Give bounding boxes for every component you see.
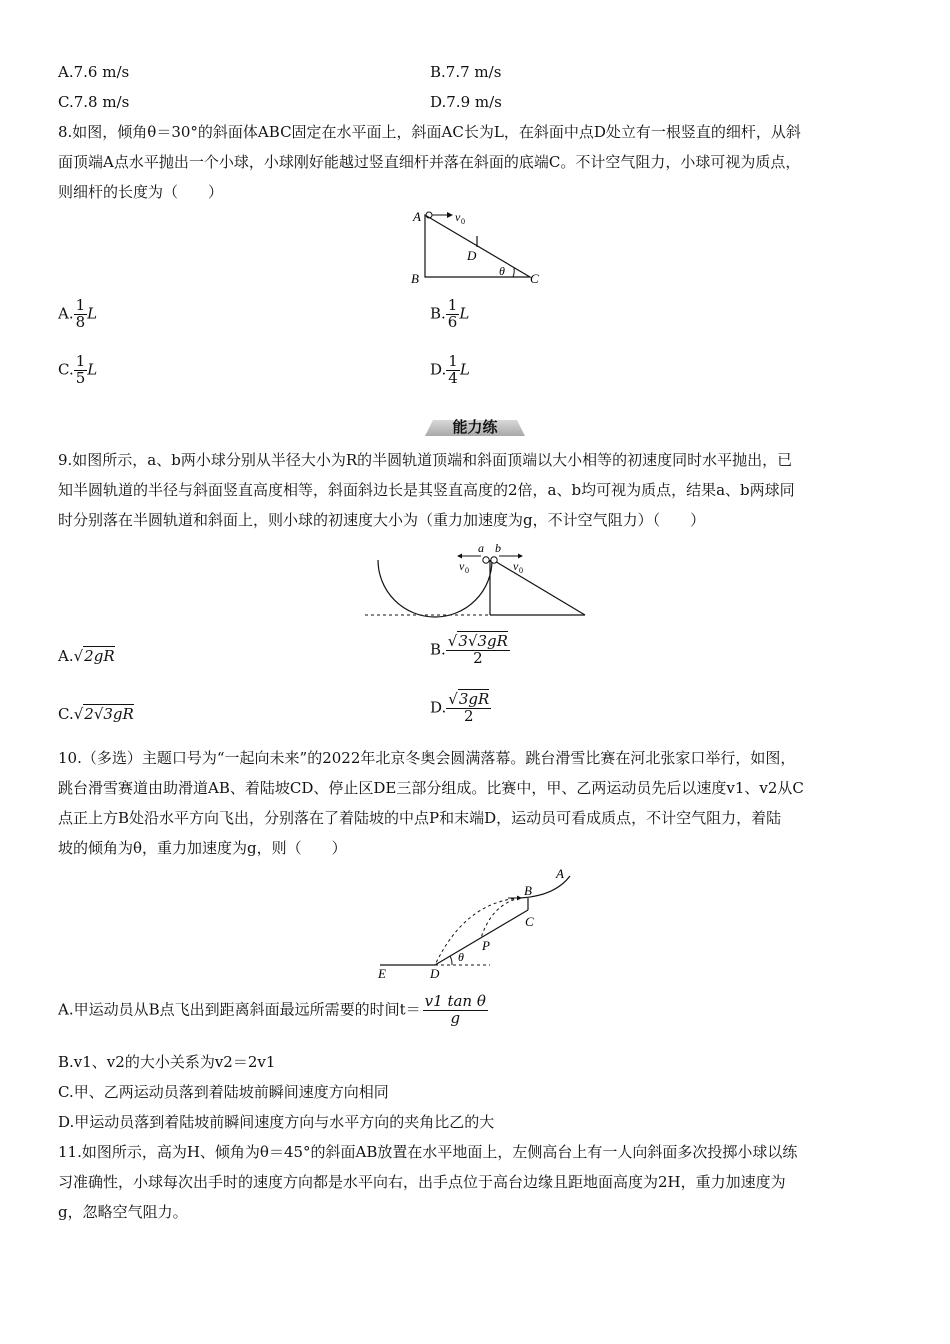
q9-label-b: b (495, 541, 501, 555)
q10-option-c: C.甲、乙两运动员落到着陆坡前瞬间速度方向相同 (58, 1083, 389, 1101)
q8-option-b-prefix: B. (430, 304, 446, 323)
q8-angle-arc (513, 268, 514, 277)
q9-option-d-den: 2 (464, 706, 474, 725)
q9-option-a-radicand: 2gR (84, 647, 115, 665)
q10-option-a-fraction (423, 994, 488, 1027)
q8-option-d-prefix: D. (430, 360, 447, 379)
q8-label-d: D (467, 248, 477, 263)
q8-stem-line3: 则细杆的长度为（ ） (58, 183, 224, 201)
q8-option-c-fraction (74, 354, 88, 387)
q10-label-p: P (482, 938, 490, 953)
q10-label-b: B (524, 883, 532, 898)
q8-option-c-den: 5 (75, 368, 86, 387)
q8-option-a-num: 1 (75, 296, 86, 314)
q10-stem-line1: 10.（多选）主题口号为“一起向未来”的2022年北京冬奥会圆满落幕。跳台滑雪比赛在河北张家口举行，如图， (58, 749, 796, 767)
section-title: 能力练 (452, 418, 498, 436)
sqrt-icon: √ (448, 690, 458, 708)
q9-label-v0-right-sub: 0 (519, 566, 523, 575)
q10-label-a: A (556, 866, 564, 881)
q8-arrow-head (447, 212, 453, 218)
sqrt-icon: √ (447, 632, 458, 650)
q10-stem-line2: 跳台滑雪赛道由助滑道AB、着陆坡CD、停止区DE三部分组成。比赛中，甲、乙两运动员先后以速度v1、v2从C (58, 779, 804, 797)
q10-option-a-num: v1 tan θ (424, 992, 486, 1010)
q8-option-c-num: 1 (75, 352, 86, 370)
q8-label-b: B (411, 271, 419, 286)
q10-option-a-den: g (450, 1008, 461, 1027)
q9-option-b (430, 634, 510, 667)
q7-option-a: A.7.6 m/s (58, 63, 130, 81)
q7-option-d: D.7.9 m/s (430, 93, 502, 111)
q9-stem-line3: 时分别落在半圆轨道和斜面上，则小球的初速度大小为（重力加速度为g，不计空气阻力）（ ） (58, 511, 706, 529)
q9-option-d-fraction (446, 692, 491, 725)
q9-stem-line2: 知半圆轨道的半径与斜面竖直高度相等，斜面斜边长是其竖直高度的2倍，a、b均可视为质点，结果a、b两球同 (58, 481, 795, 499)
q10-label-e: E (378, 966, 386, 981)
q8-option-c-var: L (87, 360, 98, 379)
q10-figure-ski-jump (370, 862, 580, 982)
q8-option-b (430, 298, 469, 331)
q9-option-a (58, 646, 115, 666)
q8-option-d-num: 1 (448, 352, 458, 370)
q9-option-d (430, 692, 491, 725)
q11-stem-line2: 习准确性，小球每次出手时的速度方向都是水平向右，出手点位于高台边缘且距地面高度为2H，重力加速度为 (58, 1173, 786, 1191)
q8-option-d-den: 4 (448, 368, 458, 387)
q9-option-d-prefix: D. (430, 698, 447, 717)
q8-option-a (58, 298, 97, 331)
q9-arrow-left-head (457, 554, 462, 559)
q8-option-b-num: 1 (447, 296, 458, 314)
q9-option-c-radicand: 2√3gR (84, 705, 134, 723)
q9-stem-line1: 9.如图所示，a、b两小球分别从半径大小为R的半圆轨道顶端和斜面顶端以大小相等的初速度同时水平抛出，已 (58, 451, 793, 469)
q9-ball-a (483, 557, 489, 563)
q9-label-v0-left: v (459, 559, 465, 573)
q8-option-c (58, 354, 97, 387)
q8-option-d-var: L (459, 360, 470, 379)
q8-option-b-fraction (446, 298, 460, 331)
q8-label-v0-sub: 0 (461, 217, 465, 226)
q9-figure-semicircle-incline (365, 537, 590, 622)
q7-option-c: C.7.8 m/s (58, 93, 130, 111)
q9-option-b-fraction (446, 634, 510, 667)
q8-option-a-prefix: A. (58, 304, 74, 323)
sqrt-icon: √ (73, 647, 84, 665)
q10-option-a-text: A.甲运动员从B点飞出到距离斜面最远所需要的时间t＝ (58, 1000, 421, 1019)
q9-option-b-prefix: B. (430, 640, 446, 659)
q8-stem-line2: 面顶端A点水平抛出一个小球，小球刚好能越过竖直细杆并落在斜面的底端C。不计空气阻力，小球可视为质点， (58, 153, 801, 171)
sqrt-icon: √ (73, 705, 84, 723)
q8-stem-line1: 8.如图，倾角θ＝30°的斜面体ABC固定在水平面上，斜面AC长为L，在斜面中点D处立有一根竖直的细杆，从斜 (58, 123, 801, 141)
q9-option-a-prefix: A. (58, 647, 74, 665)
q9-semicircle-track (378, 560, 492, 617)
q9-label-v0-left-sub: 0 (465, 566, 469, 575)
q9-option-c-prefix: C. (58, 705, 74, 723)
q9-incline-slope (493, 560, 585, 615)
q9-ball-b (491, 557, 497, 563)
q9-arrow-right-head (518, 554, 523, 559)
q8-label-v0: v (455, 210, 461, 224)
q9-label-v0-right: v (513, 559, 519, 573)
q8-option-a-fraction (74, 298, 88, 331)
q8-option-b-var: L (459, 304, 470, 323)
q9-option-b-den: 2 (473, 648, 483, 667)
section-banner (425, 416, 525, 438)
q8-option-a-var: L (87, 304, 98, 323)
q10-stem-line4: 坡的倾角为θ，重力加速度为g，则（ ） (58, 839, 347, 857)
q11-stem-line3: g，忽略空气阻力。 (58, 1203, 188, 1221)
q8-option-d (430, 354, 470, 387)
q9-option-d-radicand: 3gR (458, 690, 490, 708)
q10-option-d: D.甲运动员落到着陆坡前瞬间速度方向与水平方向的夹角比乙的大 (58, 1113, 495, 1131)
q10-option-b: B.v1、v2的大小关系为v2＝2v1 (58, 1053, 276, 1071)
q10-angle-arc (450, 956, 452, 965)
q9-option-c (58, 704, 134, 724)
q11-stem-line1: 11.如图所示，高为H、倾角为θ＝45°的斜面AB放置在水平地面上，左侧高台上有一人向斜面多次投掷小球以练 (58, 1143, 798, 1161)
q10-label-c: C (525, 914, 534, 929)
q10-label-theta: θ (458, 950, 464, 964)
q8-option-d-fraction (446, 354, 460, 387)
q7-option-b: B.7.7 m/s (430, 63, 502, 81)
q8-option-a-den: 8 (75, 312, 86, 331)
q8-label-a: A (413, 209, 421, 224)
q8-option-c-prefix: C. (58, 360, 74, 379)
q9-option-b-radicand: 3√3gR (458, 632, 508, 650)
q10-skier-arrow-head (517, 896, 522, 901)
q10-stem-line3: 点正上方B处沿水平方向飞出，分别落在了着陆坡的中点P和末端D，运动员可看成质点，不计空气阻力，着陆 (58, 809, 782, 827)
q8-option-b-den: 6 (447, 312, 458, 331)
q9-label-a: a (478, 541, 484, 555)
q8-label-c: C (530, 271, 539, 286)
q8-figure-incline (405, 205, 555, 290)
q8-label-theta: θ (499, 264, 505, 278)
q10-trajectory-d (435, 898, 520, 965)
q10-option-a (58, 994, 488, 1027)
q10-label-d: D (430, 966, 440, 981)
